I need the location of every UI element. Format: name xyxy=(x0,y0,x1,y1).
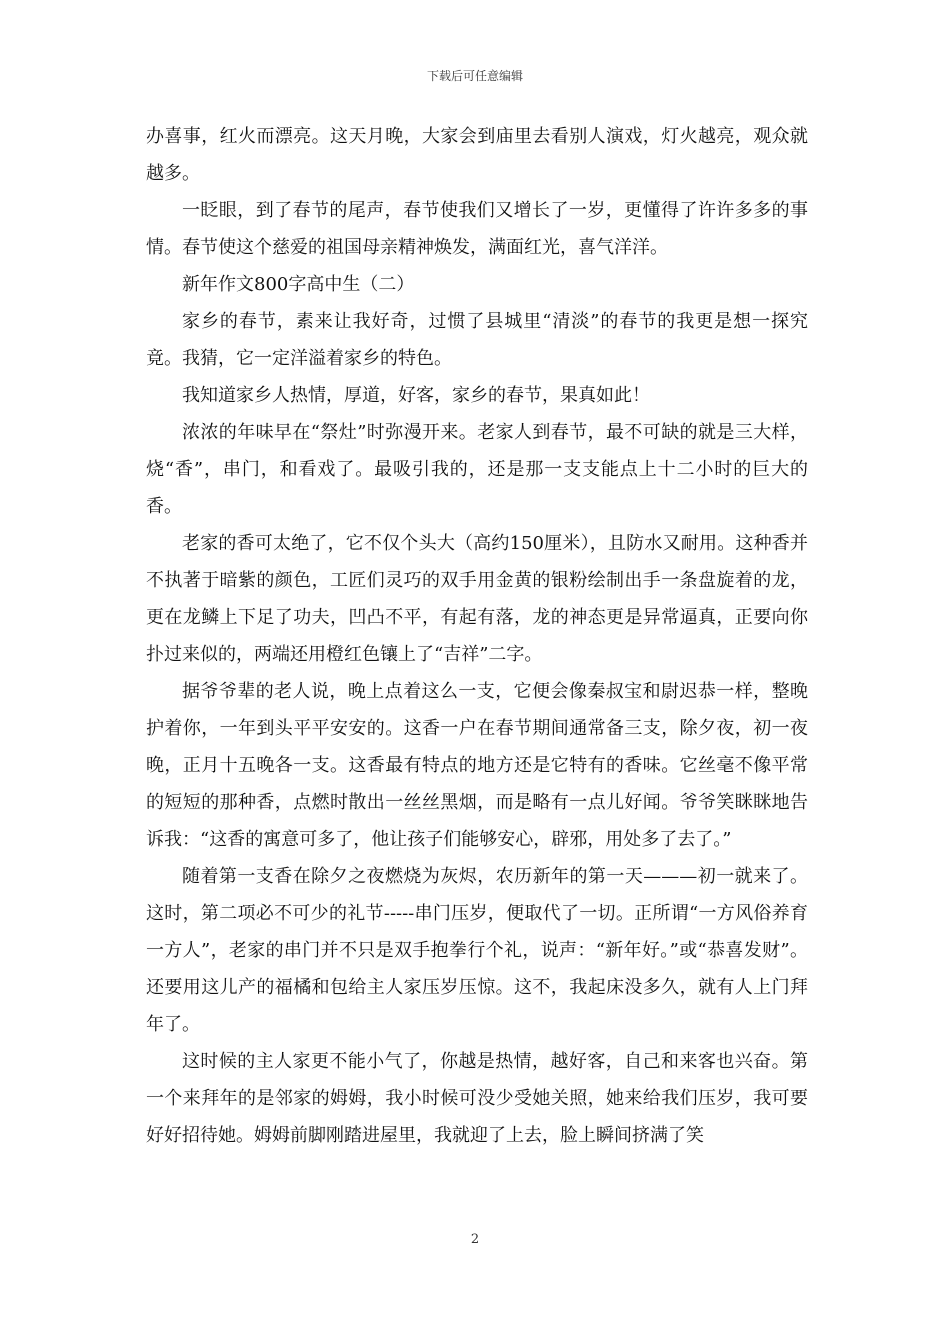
paragraph: 这时候的主人家更不能小气了，你越是热情，越好客，自己和来客也兴奋。第一个来拜年的是邻家的姆姆，我小时候可没少受她关照，她来给我们压岁，我可要好好招待她。姆姆前脚刚踏进屋里，我就迎了上去，脸上瞬间挤满了笑 xyxy=(146,1051,808,1146)
paragraph: 一眨眼，到了春节的尾声，春节使我们又增长了一岁，更懂得了许许多多的事情。春节使这个慈爱的祖国母亲精神焕发，满面红光，喜气洋洋。 xyxy=(146,200,808,258)
page-number: 2 xyxy=(470,1232,480,1247)
paragraph: 我知道家乡人热情，厚道，好客，家乡的春节，果真如此！ xyxy=(182,385,650,406)
paragraph: 随着第一支香在除夕之夜燃烧为灰烬，农历新年的第一天———初一就来了。这时，第二项必不可少的礼节-----串门压岁，便取代了一切。正所谓“一方风俗养育一方人”，老家的串门并不只是双手抱拳行个礼，说声：“新年好。”或“恭喜发财”。还要用这儿产的福橘和包给主人家压岁压惊。这不，我起床没多久，就有人上门拜年了。 xyxy=(146,866,808,1035)
page-header: 下载后可任意编辑 xyxy=(426,69,523,83)
article-body xyxy=(146,118,808,1154)
paragraph: 办喜事，红火而漂亮。这天月晚，大家会到庙里去看别人演戏，灯火越亮，观众就越多。 xyxy=(146,126,808,184)
paragraph: 浓浓的年味早在“祭灶”时弥漫开来。老家人到春节，最不可缺的就是三大样，烧“香”，串门，和看戏了。最吸引我的，还是那一支支能点上十二小时的巨大的香。 xyxy=(146,422,808,517)
paragraph: 家乡的春节，素来让我好奇，过惯了县城里“清淡”的春节的我更是想一探究竟。我猜，它一定洋溢着家乡的特色。 xyxy=(146,311,808,369)
section-title: 新年作文800字高中生（二） xyxy=(182,274,415,295)
paragraph: 老家的香可太绝了，它不仅个头大（高约150厘米），且防水又耐用。这种香并不执著于暗紫的颜色，工匠们灵巧的双手用金黄的银粉绘制出手一条盘旋着的龙，更在龙鳞上下足了功夫，凹凸不平，有起有落，龙的神态更是异常逼真，正要向你扑过来似的，两端还用橙红色镶上了“吉祥”二字。 xyxy=(146,533,808,665)
paragraph: 据爷爷辈的老人说，晚上点着这么一支，它便会像秦叔宝和尉迟恭一样，整晚护着你，一年到头平平安安的。这香一户在春节期间通常备三支，除夕夜，初一夜晚，正月十五晚各一支。这香最有特点的地方还是它特有的香味。它丝毫不像平常的短短的那种香，点燃时散出一丝丝黑烟，而是略有一点儿好闻。爷爷笑眯眯地告诉我：“这香的寓意可多了，他让孩子们能够安心，辟邪，用处多了去了。” xyxy=(146,681,808,850)
